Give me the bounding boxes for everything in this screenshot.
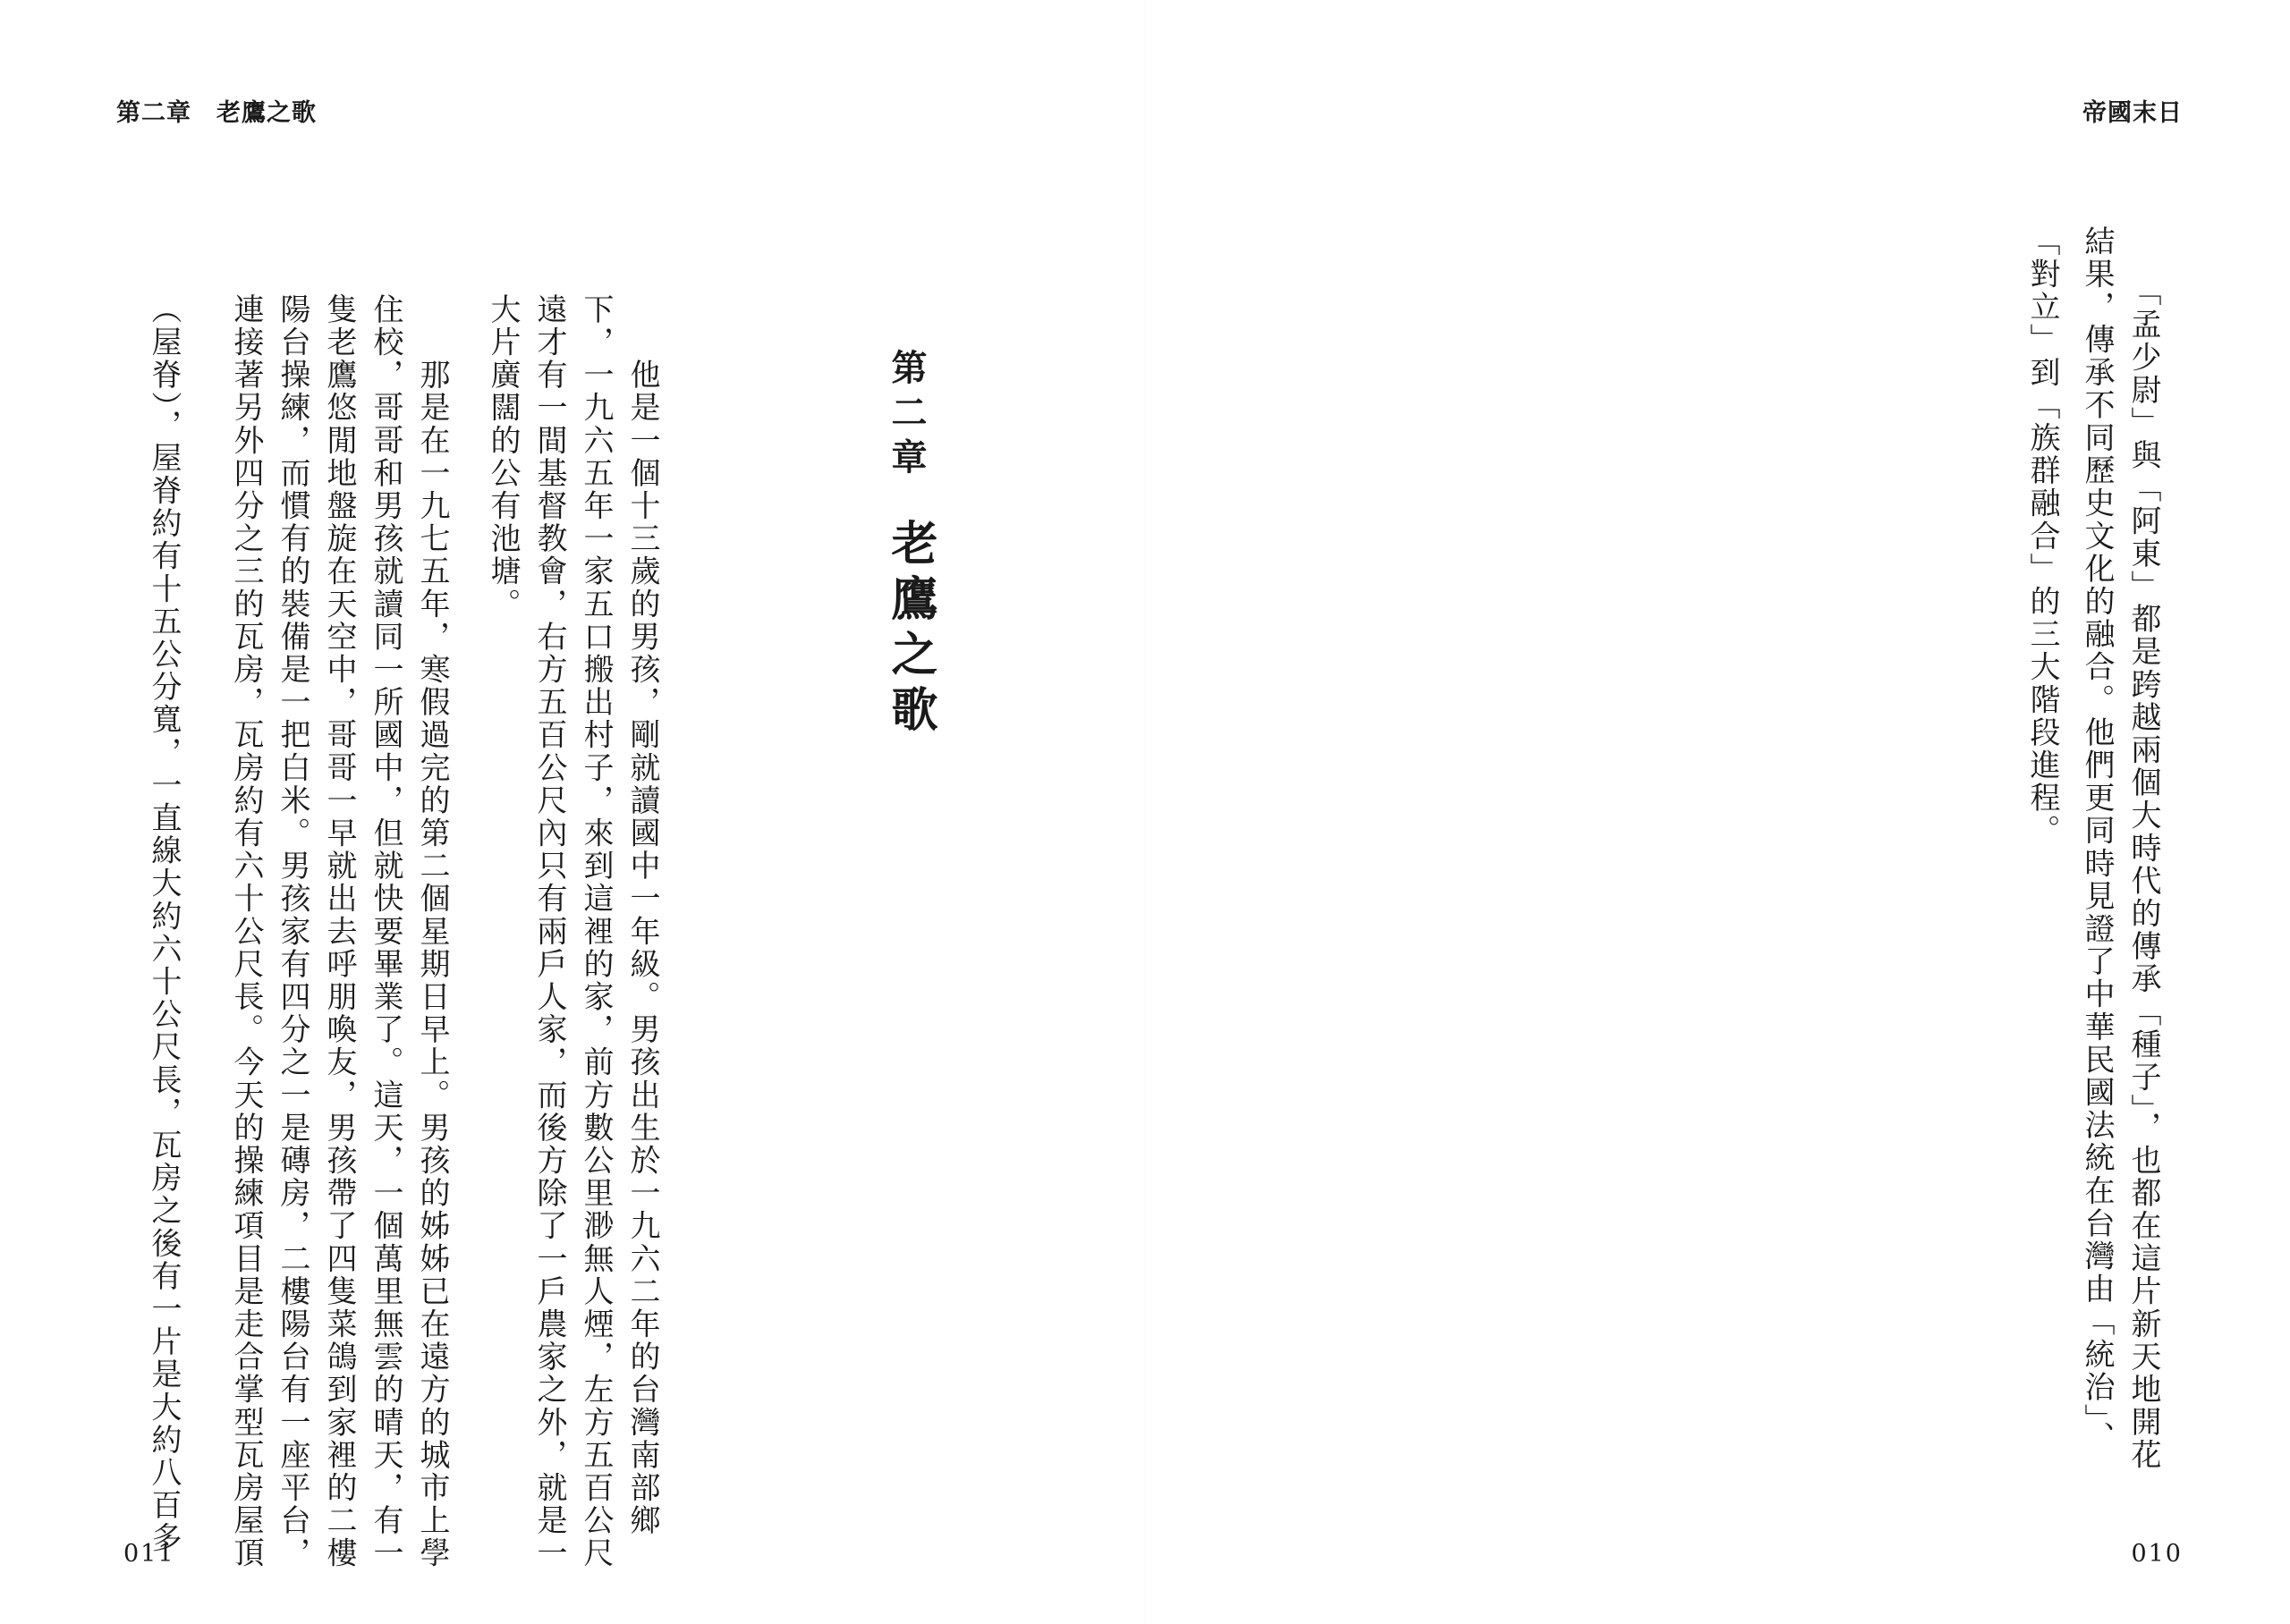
- text-column: 「對立」到「族群融合」的三大階段進程。: [2024, 225, 2060, 848]
- chapter-title: 老鷹之歌: [883, 519, 937, 740]
- text-column: 連接著另外四分之三的瓦房，瓦房約有六十公尺長。今天的操練項目是走合掌型瓦房屋頂: [228, 293, 264, 1570]
- text-column: 結果，傳承不同歷史文化的融合。他們更同時見證了中華民國法統在台灣由「統治」、: [2079, 225, 2115, 1454]
- text-column: 那是在一九七五年，寒假過完的第二個星期日早上。男孩的姊姊已在遠方的城市上學: [414, 293, 450, 1570]
- text-column: 他是一個十三歲的男孩，剛就讀國中一年級。男孩出生於一九六二年的台灣南部鄉: [624, 293, 660, 1537]
- page-number-left: 011: [123, 1540, 175, 1568]
- text-column: 陽台操練，而慣有的裝備是一把白米。男孩家有四分之一是磚房，二樓陽台有一座平台，: [275, 293, 310, 1570]
- text-column: 遠才有一間基督教會，右方五百公尺內只有兩戶人家，而後方除了一戶農家之外，就是一: [531, 293, 567, 1570]
- chapter-number: 第二章: [886, 349, 928, 483]
- running-head-left: 第二章 老鷹之歌: [116, 99, 317, 127]
- text-column: 「孟少尉」與「阿東」都是跨越兩個大時代的傳承「種子」，也都在這片新天地開花: [2125, 225, 2161, 1472]
- text-column: （屋脊），屋脊約有十五公分寬，一直線大約六十公尺長，瓦房之後有一片是大約八百多: [146, 293, 182, 1555]
- text-column: 住校，哥哥和男孩就讀同一所國中，但就快要畢業了。這天，一個萬里無雲的晴天，有一: [368, 293, 403, 1570]
- page-gutter: [1144, 0, 1146, 1624]
- text-column: 大片廣闊的公有池塘。: [485, 293, 521, 621]
- text-column: 下，一九六五年一家五口搬出村子，來到這裡的家，前方數公里渺無人煙，左方五百公尺: [578, 293, 614, 1570]
- page-number-right: 010: [2131, 1540, 2183, 1568]
- running-head-right: 帝國末日: [2082, 99, 2183, 127]
- text-column: 隻老鷹悠閒地盤旋在天空中，哥哥一早就出去呼朋喚友，男孩帶了四隻菜鴿到家裡的二樓: [321, 293, 357, 1570]
